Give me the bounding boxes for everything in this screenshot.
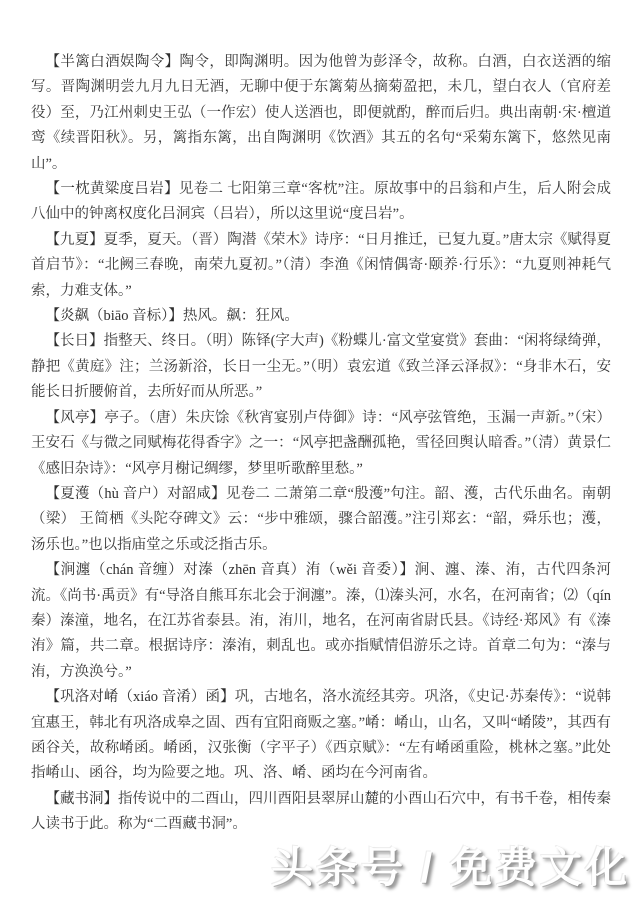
dictionary-entry (31, 50, 611, 177)
entry-definition: 巩，古地名，洛水流经其旁。巩洛，《史记·苏秦传》：“说韩宜惠王，韩北有巩洛成皋之固、西有宜阳商贩之塞。”崤：崤山，山名，又叫“崤陵”，其西有函谷关，故称崤函。崤函，汉张衡（字平子）《西京赋》：“左有崤函重险，桃林之塞。”此处指崤山、函谷，均为险要之地。巩、洛、崤、函均在今河南省。 (31, 689, 612, 782)
entry-headword: 【巩洛对崤（xiáo 音淆）函】 (45, 689, 235, 706)
watermark: 头条号 / 免费文化 (270, 844, 630, 891)
document-page (31, 50, 611, 838)
entry-definition: 夏季，夏天。（晋）陶潜《荣木》诗序：“日月推迁，已复九夏。”唐太宗《赋得夏首启节》：“北阙三春晚，南荣九夏初。”（清）李渔《闲情偶寄·颐养·行乐》：“九夏则神耗气索，力难支体。” (31, 231, 612, 299)
entry-definition: 见卷二 七阳第三章“客枕”注。原故事中的吕翁和卢生，后人附会成八仙中的钟离权度化吕洞宾（吕岩），所以这里说“度吕岩”。 (31, 181, 612, 223)
entry-definition: 见卷二 二萧第二章“殷濩”句注。韶、濩，古代乐曲名。南朝（梁） 王简栖《头陀夺碑文》云：“步中雅颂，骤合韶濩。”注引郑玄：“韶，舜乐也；濩，汤乐也。”也以指庙堂之乐或泛指古乐。 (31, 485, 611, 553)
entry-definition: 陶令，即陶渊明。因为他曾为彭泽令，故称。白酒，白衣送酒的缩写。晋陶渊明尝九月九日无酒，无聊中便于东篱菊丛摘菊盈把，未几，望白衣人（官府差役）至，乃江州刺史王弘（一作宏）使人送酒也，即便就酌，醉而后归。典出南朝·宋·檀道鸾《续晋阳秋》。另，篱指东篱，出自陶渊明《饮酒》其五的名句“采菊东篱下，悠然见南山”。 (31, 54, 612, 172)
dictionary-entry (31, 329, 611, 405)
entry-headword: 【长日】 (45, 333, 104, 350)
entry-definition: 涧、瀍、溱、洧，古代四条河流。《尚书·禹贡》有“导洛自熊耳东北会于涧瀍”。溱，⑴溱头河，水名，在河南省；⑵（qín 秦）溱潼，地名，在江苏省泰县。洧，洧川，地名，在河南省尉氏县。《诗经·郑风》有《溱洧》篇，共二章。根据诗序：溱洧，刺乱也。或亦指赋情侣游乐之诗。首章二句为：“溱与洧，方涣涣兮。” (31, 562, 612, 680)
dictionary-entry (31, 406, 611, 482)
entry-headword: 【涧瀍（chán 音缠）对溱（zhēn 音真）洧（wěi 音委）】 (45, 562, 415, 579)
dictionary-entry (31, 558, 611, 685)
entry-definition: 亭子。（唐）朱庆馀《秋宵宴别卢侍御》诗：“风亭弦管绝，玉漏一声新。”（宋）王安石《与微之同赋梅花得香字》之一：“风亭把盏酬孤艳，雪径回舆认暗香。”（清）黄景仁《感旧杂诗》：“风亭月榭记绸缪，梦里听歌醉里愁。” (31, 409, 611, 477)
entry-definition: 指传说中的二酉山，四川酉阳县翠屏山麓的小酉山石穴中，有书千卷，相传秦人读书于此。称为“二酉藏书洞”。 (31, 790, 611, 833)
dictionary-entry (31, 177, 611, 228)
entry-headword: 【炎飙（biāo 音标）】 (45, 308, 183, 325)
entry-definition: 指整天、终日。（明）陈铎(字大声)《粉蝶儿·富文堂宴赏》套曲：“闲将绿绮弹，静把《黄庭》注；兰汤新浴，长日一尘无。”（明）袁宏道《致兰泽云泽叔》：“身非木石，安能长日折腰俯首，去所好而从所恶。” (31, 333, 612, 401)
entry-headword: 【风亭】 (45, 409, 105, 426)
dictionary-entry (31, 685, 611, 787)
entry-headword: 【夏濩（hù 音户）对韶咸】 (45, 485, 226, 502)
entry-definition: 热风。飙：狂风。 (182, 308, 299, 325)
entry-headword: 【半篱白酒娱陶令】 (45, 54, 180, 70)
dictionary-entry (31, 482, 611, 558)
dictionary-entry (31, 228, 611, 304)
dictionary-entry (31, 304, 611, 329)
entry-headword: 【九夏】 (45, 231, 104, 248)
entry-headword: 【藏书洞】 (45, 790, 118, 807)
entry-headword: 【一枕黄粱度吕岩】 (45, 181, 179, 198)
dictionary-entry (31, 787, 611, 838)
